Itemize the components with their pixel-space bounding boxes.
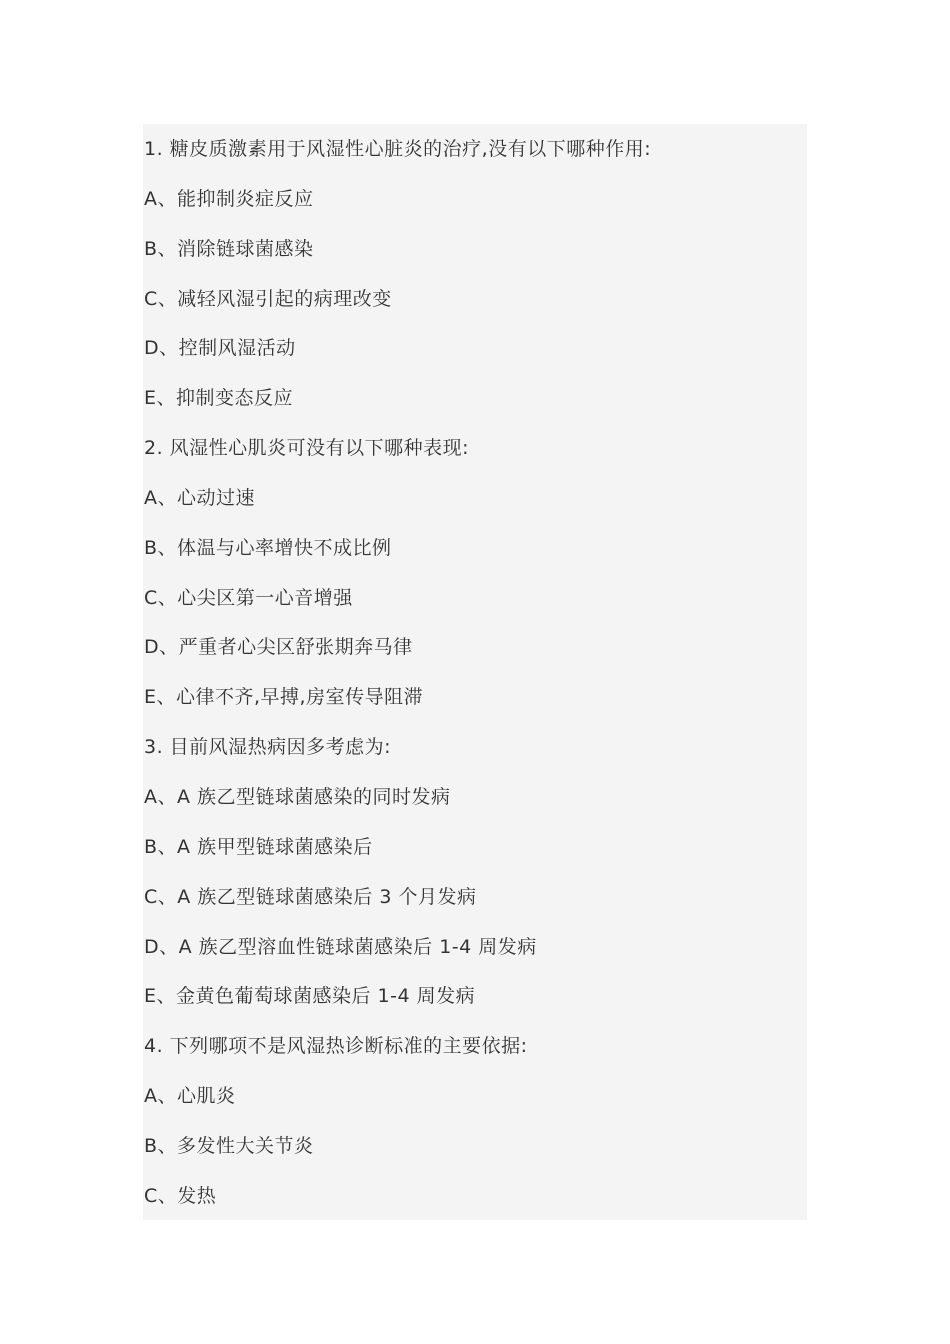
question-2-option-b: B、体温与心率增快不成比例 bbox=[144, 536, 392, 559]
question-1-text: 1. 糖皮质激素用于风湿性心脏炎的治疗,没有以下哪种作用: bbox=[144, 138, 652, 160]
question-1-option-b: B、消除链球菌感染 bbox=[144, 237, 314, 260]
question-3-option-d: D、A 族乙型溶血性链球菌感染后 1-4 周发病 bbox=[144, 935, 537, 958]
question-2-option-c: C、心尖区第一心音增强 bbox=[144, 586, 353, 609]
question-2-option-e: E、心律不齐,早搏,房室传导阻滞 bbox=[144, 686, 424, 709]
question-content-block bbox=[143, 124, 807, 1220]
question-4-option-b: B、多发性大关节炎 bbox=[144, 1134, 314, 1157]
question-3-option-a: A、A 族乙型链球菌感染的同时发病 bbox=[144, 785, 451, 808]
question-4-option-c: C、发热 bbox=[144, 1184, 217, 1207]
question-1-option-a: A、能抑制炎症反应 bbox=[144, 187, 314, 210]
question-2-option-d: D、严重者心尖区舒张期奔马律 bbox=[144, 636, 413, 659]
question-2-text: 2. 风湿性心肌炎可没有以下哪种表现: bbox=[144, 437, 470, 460]
question-2-option-a: A、心动过速 bbox=[144, 486, 255, 509]
question-4-option-a: A、心肌炎 bbox=[144, 1085, 236, 1108]
question-1-option-e: E、抑制变态反应 bbox=[144, 387, 294, 410]
question-3-option-c: C、A 族乙型链球菌感染后 3 个月发病 bbox=[144, 885, 477, 908]
question-3-option-e: E、金黄色葡萄球菌感染后 1-4 周发病 bbox=[144, 985, 476, 1008]
question-1-option-c: C、减轻风湿引起的病理改变 bbox=[144, 287, 392, 310]
question-4-text: 4. 下列哪项不是风湿热诊断标准的主要依据: bbox=[144, 1035, 528, 1058]
question-1-option-d: D、控制风湿活动 bbox=[144, 337, 296, 360]
question-3-option-b: B、A 族甲型链球菌感染后 bbox=[144, 835, 373, 858]
question-3-text: 3. 目前风湿热病因多考虑为: bbox=[144, 736, 392, 759]
